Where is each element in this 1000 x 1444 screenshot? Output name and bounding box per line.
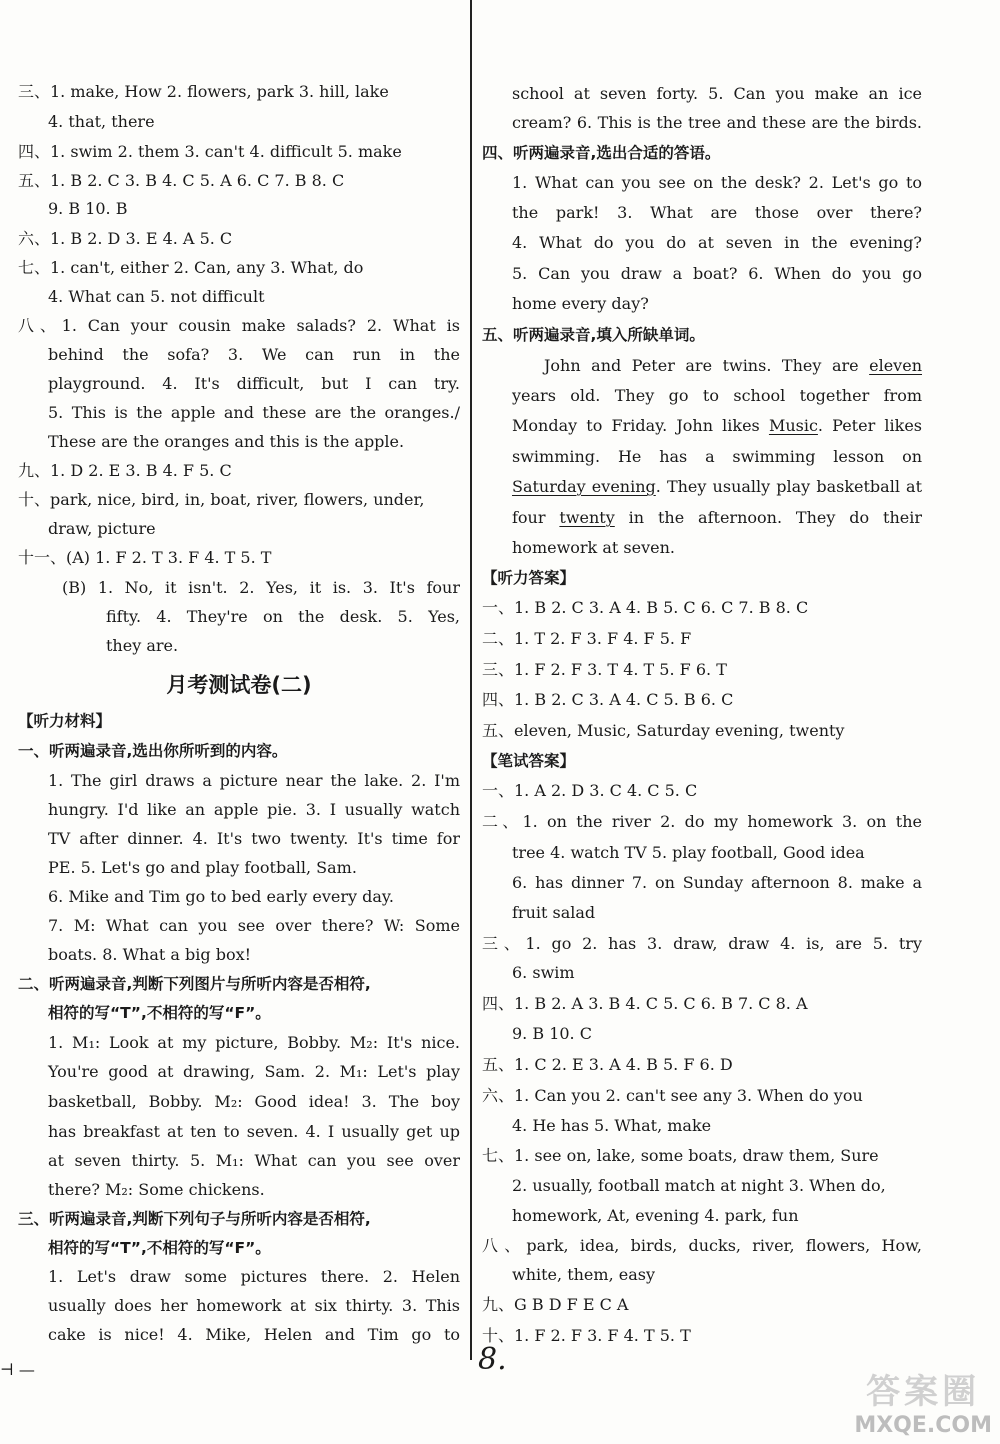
answer-line: draw, picture <box>48 519 156 538</box>
answer-line: fifty. 4. They're on the desk. 5. Yes, <box>106 607 460 626</box>
answer-line: These are the oranges and this is the apple. <box>48 432 405 451</box>
answer-line: 四、1. swim 2. them 3. can't 4. difficult 5. make <box>18 142 402 161</box>
passage-text: Monday to Friday. John likes <box>512 416 769 435</box>
script-line: usually does her homework at six thirty. 3. This <box>48 1296 460 1315</box>
answer-line: 十、1. F 2. F 3. F 4. T 5. T <box>482 1326 691 1345</box>
answer-line: 4. He has 5. What, make <box>512 1116 712 1135</box>
question-heading: 相符的写“T”,不相符的写“F”。 <box>48 1004 271 1022</box>
script-line: 1. Let's draw some pictures there. 2. Helen <box>48 1267 460 1286</box>
passage-text: . They usually play basketball at <box>655 477 922 496</box>
question-heading: 相符的写“T”,不相符的写“F”。 <box>48 1239 271 1257</box>
answer-line: 二、1. on the river 2. do my homework 3. on the <box>482 812 922 831</box>
passage-text: John and Peter are twins. They are <box>544 356 870 375</box>
script-line: has breakfast at ten to seven. 4. I usually get up <box>48 1122 460 1141</box>
script-line: TV after dinner. 4. It's two twenty. It's time for <box>48 829 460 848</box>
answer-line: 五、eleven, Music, Saturday evening, twenty <box>482 721 845 740</box>
footer-mark: ⊣ — <box>0 1360 35 1379</box>
watermark-url: MXQE.COM <box>854 1413 992 1438</box>
answer-line: 八、park, idea, birds, ducks, river, flowers, How, <box>482 1236 922 1255</box>
answer-line: 6. swim <box>512 963 575 982</box>
passage-line: homework at seven. <box>512 538 675 557</box>
script-line: basketball, Bobby. M₂: Good idea! 3. The boy <box>48 1092 460 1111</box>
answer-line: homework, At, evening 4. park, fun <box>512 1206 799 1225</box>
script-line: the park! 3. What are those over there? <box>512 203 922 222</box>
answer-line: 九、G B D F E C A <box>482 1295 629 1314</box>
answer-line: 十、park, nice, bird, in, boat, river, flowers, under, <box>18 490 425 509</box>
answer-line: 七、1. can't, either 2. Can, any 3. What, do <box>18 258 364 277</box>
script-line: boats. 8. What a big box! <box>48 945 252 964</box>
answer-line: behind the sofa? 3. We can run in the <box>48 345 460 364</box>
passage-line <box>482 411 922 441</box>
passage-line: swimming. He has a swimming lesson on <box>512 447 922 466</box>
answer-line: tree 4. watch TV 5. play football, Good idea <box>512 843 865 862</box>
passage-line <box>482 472 922 502</box>
answer-line: 四、1. B 2. C 3. A 4. C 5. B 6. C <box>482 690 734 709</box>
filled-blank: eleven <box>869 356 922 375</box>
answer-line: 三、1. make, How 2. flowers, park 3. hill, lake <box>18 82 389 101</box>
script-line: cream? 6. This is the tree and these are the birds. <box>512 113 922 132</box>
section-heading: 【笔试答案】 <box>482 752 576 770</box>
answer-line: 六、1. Can you 2. can't see any 3. When do you <box>482 1086 863 1105</box>
script-line: 1. M₁: Look at my picture, Bobby. M₂: It's nice. <box>48 1033 460 1052</box>
answer-line: 一、1. B 2. C 3. A 4. B 5. C 6. C 7. B 8. C <box>482 598 809 617</box>
question-heading: 三、听两遍录音,判断下列句子与所听内容是否相符, <box>18 1210 371 1228</box>
answer-line: 十一、(A) 1. F 2. T 3. F 4. T 5. T <box>18 548 272 567</box>
script-line: 1. What can you see on the desk? 2. Let's go to <box>512 173 922 192</box>
answer-line: (B) 1. No, it isn't. 2. Yes, it is. 3. It's four <box>62 578 460 597</box>
answer-line: playground. 4. It's difficult, but I can try. <box>48 374 460 393</box>
filled-blank: Saturday evening <box>512 477 656 496</box>
answer-line: 五、1. C 2. E 3. A 4. B 5. F 6. D <box>482 1055 733 1074</box>
answer-line: 三、1. F 2. F 3. T 4. T 5. F 6. T <box>482 660 727 679</box>
answer-line: 五、1. B 2. C 3. B 4. C 5. A 6. C 7. B 8. C <box>18 171 345 190</box>
page-number: 8. <box>478 1342 507 1377</box>
question-heading: 五、听两遍录音,填入所缺单词。 <box>482 326 705 344</box>
answer-line: 九、1. D 2. E 3. B 4. F 5. C <box>18 461 232 480</box>
passage-line <box>482 351 922 381</box>
passage-text: . Peter likes <box>817 416 922 435</box>
question-heading: 一、听两遍录音,选出你所听到的内容。 <box>18 742 288 760</box>
script-line: cake is nice! 4. Mike, Helen and Tim go to <box>48 1325 460 1344</box>
answer-line: 9. B 10. C <box>512 1024 592 1043</box>
filled-blank: twenty <box>559 508 615 527</box>
answer-line: 八、1. Can your cousin make salads? 2. What is <box>18 316 460 335</box>
passage-line <box>482 503 922 533</box>
script-line: 1. The girl draws a picture near the lake. 2. I'm <box>48 771 460 790</box>
script-line: school at seven forty. 5. Can you make an ice <box>512 84 922 103</box>
answer-line: 六、1. B 2. D 3. E 4. A 5. C <box>18 229 233 248</box>
section-heading: 【听力答案】 <box>482 569 576 587</box>
script-line: at seven thirty. 5. M₁: What can you see over <box>48 1151 460 1170</box>
answer-line: 9. B 10. B <box>48 199 128 218</box>
script-line: 5. Can you draw a boat? 6. When do you go <box>512 264 922 283</box>
answer-line: 6. has dinner 7. on Sunday afternoon 8. make a <box>512 873 922 892</box>
answer-line: 4. What can 5. not difficult <box>48 287 265 306</box>
script-line: 4. What do you do at seven in the evening? <box>512 233 922 252</box>
script-line: 7. M: What can you see over there? W: Some <box>48 916 460 935</box>
answer-line: white, them, easy <box>512 1265 655 1284</box>
answer-line: 4. that, there <box>48 112 155 131</box>
passage-text: in the afternoon. They do their <box>614 508 922 527</box>
answer-line: fruit salad <box>512 903 596 922</box>
passage-text: four <box>512 508 560 527</box>
script-line: PE. 5. Let's go and play football, Sam. <box>48 858 357 877</box>
answer-line: 七、1. see on, lake, some boats, draw them, Sure <box>482 1146 879 1165</box>
section-title: 月考测试卷(二) <box>166 673 312 697</box>
filled-blank: Music <box>768 416 818 435</box>
question-heading: 二、听两遍录音,判断下列图片与所听内容是否相符, <box>18 975 371 993</box>
answer-line: 2. usually, football match at night 3. When do, <box>512 1176 886 1195</box>
watermark-logo <box>854 1364 992 1438</box>
answer-line: 四、1. B 2. A 3. B 4. C 5. C 6. B 7. C 8. A <box>482 994 808 1013</box>
answer-line: 三、1. go 2. has 3. draw, draw 4. is, are 5. try <box>482 934 922 953</box>
answer-line: 5. This is the apple and these are the oranges./ <box>48 403 460 422</box>
script-line: hungry. I'd like an apple pie. 3. I usually watch <box>48 800 460 819</box>
column-divider <box>470 0 472 1360</box>
watermark-text: 答案圈 <box>866 1372 981 1412</box>
script-line: You're good at drawing, Sam. 2. M₁: Let's play <box>48 1062 460 1081</box>
script-line: there? M₂: Some chickens. <box>48 1180 265 1199</box>
answer-line: 二、1. T 2. F 3. F 4. F 5. F <box>482 629 692 648</box>
question-heading: 四、听两遍录音,选出合适的答语。 <box>482 144 721 162</box>
script-line: 6. Mike and Tim go to bed early every day. <box>48 887 394 906</box>
script-line: home every day? <box>512 294 649 313</box>
answer-line: they are. <box>106 636 179 655</box>
section-heading: 【听力材料】 <box>18 712 112 730</box>
answer-line: 一、1. A 2. D 3. C 4. C 5. C <box>482 781 698 800</box>
passage-line: years old. They go to school together from <box>512 386 922 405</box>
